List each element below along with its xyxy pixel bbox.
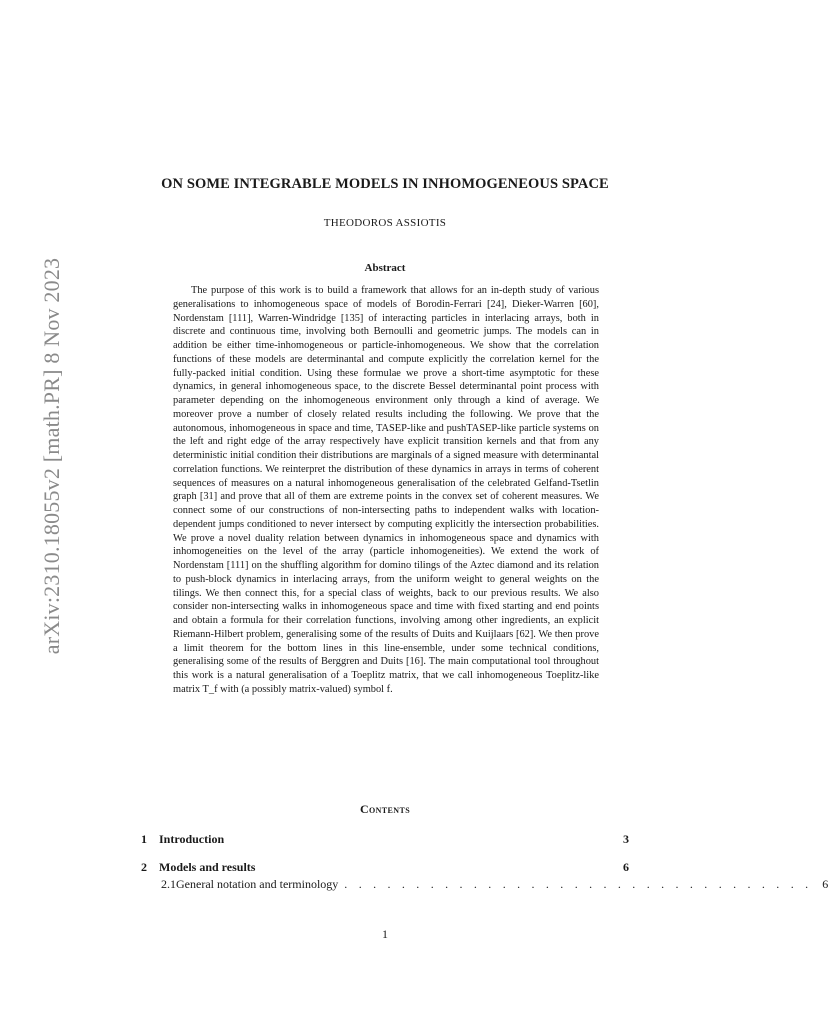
toc-dot-leader: . . . . . . . . . . . . . . . . . . . . . . . . . . . . . . . . .: [344, 877, 813, 891]
toc-entry-models-and-results[interactable]: [141, 860, 629, 877]
arxiv-stamp: arXiv:2310.18055v2 [math.PR] 8 Nov 2023: [39, 257, 64, 655]
toc-entry-general-notation[interactable]: [141, 877, 828, 894]
toc-section-number: 2: [141, 860, 147, 874]
page-number: 1: [382, 927, 388, 941]
toc-page-number: 3: [623, 832, 629, 846]
contents-heading: Contents: [359, 802, 411, 816]
author-name: THEODOROS ASSIOTIS: [323, 217, 447, 229]
paper-title: ON SOME INTEGRABLE MODELS IN INHOMOGENEOUS SPACE: [161, 176, 609, 192]
abstract-heading: Abstract: [364, 262, 406, 274]
toc-entry-introduction[interactable]: [141, 832, 629, 849]
toc-page-number: 6: [623, 860, 629, 874]
toc-section-number: 1: [141, 832, 147, 846]
toc-subsection-number: 2.1: [161, 877, 176, 891]
abstract-text: The purpose of this work is to build a framework that allows for an in-depth study of various generalisations to inhomogeneous space of models of Borodin-Ferrari [24], Dieker-Warren [60], Nordenstam [111], Warren-Windridge [135] of interacting particles in interlacing arrays, both in discrete and continuous time, involving both Bernoulli and geometric jumps. The models can in addition be either time-inhomogeneous or particle-inhomogeneous. We show that the correlation functions of these models are determinantal and compute explicitly the correlation kernel for the fully-packed initial condition. Using these formulae we prove a short-time asymptotic for these dynamics, in general inhomogeneous space, to the discrete Bessel determinantal point process with parameter depending on the inhomogeneous environment only through a kind of average. We moreover prove a number of closely related results including the following. We prove that the autonomous, inhomogeneous in space and time, TASEP-like and pushTASEP-like particle systems on the left and right edge of the array respectively have explicit transition kernels and that from any deterministic initial condition their distributions are marginals of a signed measure with determinantal correlation functions. We reinterpret the distribution of these dynamics in arrays in terms of coherent sequences of measures on a natural inhomogeneous generalisation of the celebrated Gelfand-Tsetlin graph [31] and prove that all of them are extreme points in the convex set of coherent measures. We connect some of our constructions of non-intersecting paths to independent walks with location-dependent jumps conditioned to never intersect by computing explicitly the intersection probabilities. We prove a novel duality relation between dynamics in inhomogeneous space and dynamics with inhomogeneities on the level of the array (particle inhomogeneities). We extend the work of Nordenstam [111] on the shuffling algorithm for domino tilings of the Aztec diamond and its relation to push-block dynamics in interlacing arrays, from the uniform weight to general weights on the tilings. We then connect this, for a special class of weights, back to our previous results. We also consider non-intersecting walks in inhomogeneous space and time with fixed starting and end points and obtain a formula for their correlation functions, involving among other ingredients, an explicit Riemann-Hilbert problem, generalising some of the results of Duits and Kuijlaars [62]. We then prove a limit theorem for the bottom lines in this line-ensemble, under some technical conditions, generalising some of the results of Berggren and Duits [16]. The main computational tool throughout this work is a natural generalisation of a Toeplitz matrix, that we call inhomogeneous Toeplitz-like matrix T_f with (a possibly matrix-valued) symbol f.: [173, 285, 599, 695]
toc-section-title: Introduction: [159, 832, 225, 846]
toc-subsection-title: General notation and terminology: [176, 877, 339, 891]
toc-page-number: 6: [822, 877, 828, 891]
table-of-contents: [141, 832, 828, 894]
toc-section-title: Models and results: [159, 860, 256, 874]
